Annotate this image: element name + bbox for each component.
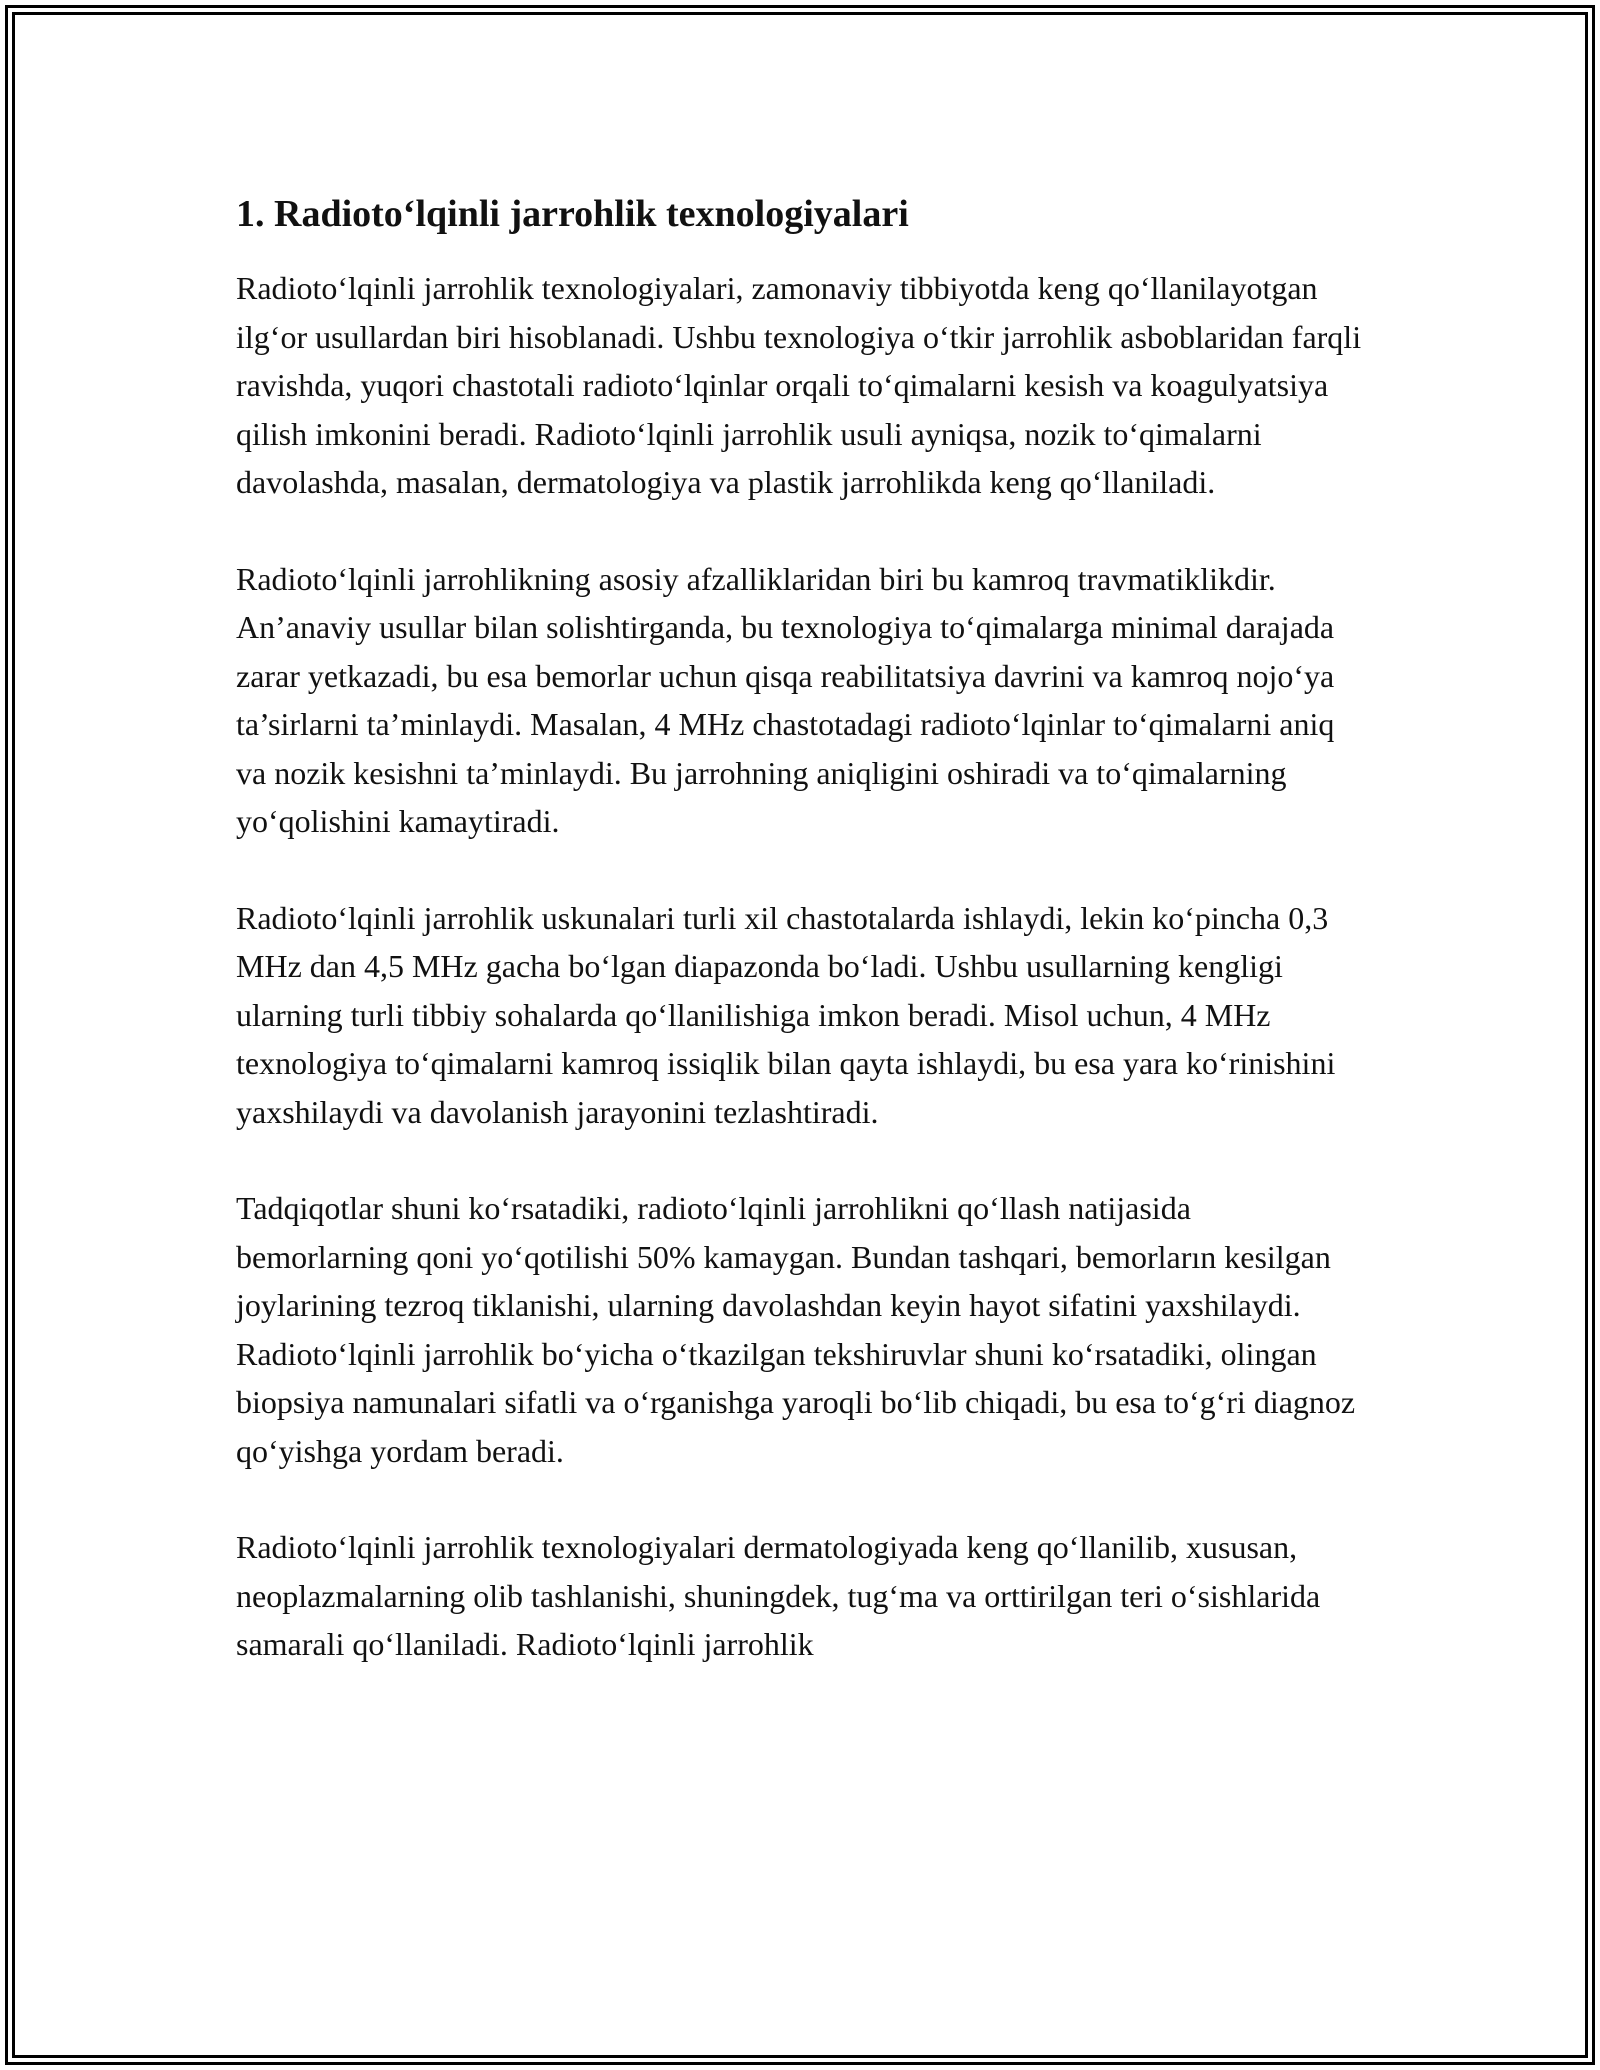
- paragraph-4: Tadqiqotlar shuni ko‘rsatadiki, radioto‘lqinli jarrohlikni qo‘llash natijasida bemorlarning qoni yo‘qotilishi 50% kamaygan. Bundan tashqari, bemorların kesilgan joylarining tezroq tiklanishi, ularning davolashdan keyin hayot sifatini yaxshilaydi. Radioto‘lqinli jarrohlik bo‘yicha o‘tkazilgan tekshiruvlar shuni ko‘rsatadiki, olingan biopsiya namunalari sifatli va o‘rganishga yaroqli bo‘lib chiqadi, bu esa to‘g‘ri diagnoz qo‘yishga yordam beradi.: [236, 1190, 1356, 1469]
- paragraph-1: Radioto‘lqinli jarrohlik texnologiyalari, zamonaviy tibbiyotda keng qo‘llanilayotgan ilg‘or usullardan biri hisoblanadi. Ushbu texnologiya o‘tkir jarrohlik asboblaridan farqli ravishda, yuqori chastotali radioto‘lqinlar orqali to‘qimalarni kesish va koagulyatsiya qilish imkonini beradi. Radioto‘lqinli jarrohlik usuli ayniqsa, nozik to‘qimalarni davolashda, masalan, dermatologiya va plastik jarrohlikda keng qo‘llaniladi.: [236, 270, 1362, 500]
- paragraph-2: Radioto‘lqinli jarrohlikning asosiy afzalliklaridan biri bu kamroq travmatiklikdir. An’anaviy usullar bilan solishtirganda, bu texnologiya to‘qimalarga minimal darajada zarar yetkazadi, bu esa bemorlar uchun qisqa reabilitatsiya davrini va kamroq nojo‘ya ta’sirlarni ta’minlaydi. Masalan, 4 MHz chastotadagi radioto‘lqinlar to‘qimalarni aniq va nozik kesishni ta’minlaydi. Bu jarrohning aniqligini oshiradi va to‘qimalarning yo‘qolishini kamaytiradi.: [236, 560, 1335, 839]
- section-heading: 1. Radioto‘lqinli jarrohlik texnologiyalari: [236, 193, 909, 235]
- document-body: [236, 188, 1371, 1717]
- paragraph-5: Radioto‘lqinli jarrohlik texnologiyalari dermatologiyada keng qo‘llanilib, xususan, neoplazmalarning olib tashlanishi, shuningdek, tug‘ma va orttirilgan teri o‘sishlarida samarali qo‘llaniladi. Radioto‘lqinli jarrohlik: [236, 1529, 1321, 1662]
- paragraph-3: Radioto‘lqinli jarrohlik uskunalari turli xil chastotalarda ishlaydi, lekin ko‘pincha 0,3 MHz dan 4,5 MHz gacha bo‘lgan diapazonda bo‘ladi. Ushbu usullarning kengligi ularning turli tibbiy sohalarda qo‘llanilishiga imkon beradi. Misol uchun, 4 MHz texnologiya to‘qimalarni kamroq issiqlik bilan qayta ishlaydi, bu esa yara ko‘rinishini yaxshilaydi va davolanish jarayonini tezlashtiradi.: [236, 899, 1336, 1130]
